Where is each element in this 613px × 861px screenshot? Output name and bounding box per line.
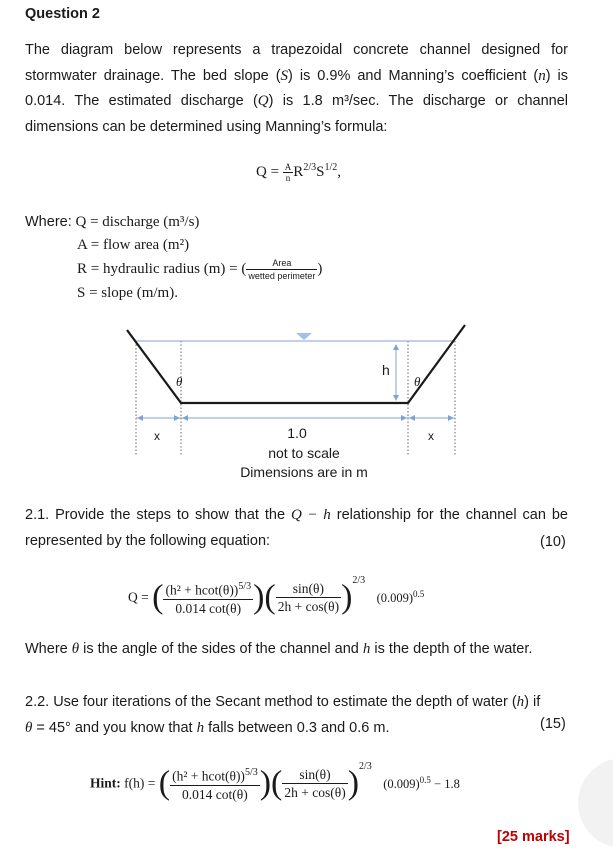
bed-width-label: 1.0 <box>287 425 307 441</box>
r-frac-den: wetted perimeter <box>248 271 316 281</box>
eq1-den1: 0.014 cot(θ) <box>175 600 242 616</box>
hint-num1 <box>170 764 260 786</box>
manning-frac-num: A <box>284 162 292 173</box>
manning-frac-den: n <box>285 173 291 184</box>
q-definition: Q = discharge (m³/s) <box>75 214 200 230</box>
eq1-tail-text: (0.009) <box>376 590 414 605</box>
arrow-left-icon <box>409 415 415 421</box>
s-definition: S = slope (m/m). <box>77 285 178 301</box>
q22-text-1: 2.2. Use four iterations of the Secant method to estimate the depth of water ( <box>25 694 517 710</box>
eq1-num1-text: (h² + hcot(θ)) <box>165 582 239 598</box>
eq1-fraction-2 <box>276 580 341 615</box>
discharge-symbol: Q <box>257 93 269 110</box>
hint-num1-exp: 5/3 <box>244 767 258 778</box>
hint-tail-exp: 0.5 <box>419 774 431 785</box>
manning-symbol: n <box>538 67 546 84</box>
intro-text-3: ) is 0.014. The estimated discharge ( <box>25 67 568 110</box>
arrow-right-icon <box>448 415 454 421</box>
arrow-right-icon <box>401 415 407 421</box>
r-close: ) <box>317 260 323 277</box>
eq1-num2: sin(θ) <box>276 580 341 598</box>
hint-open-paren: ( <box>158 764 171 802</box>
hint-open-paren-2: ( <box>271 764 283 802</box>
eq1-open-paren-2: ( <box>264 578 276 616</box>
hint-den2: 2h + cos(θ) <box>284 784 346 800</box>
eq1-num1 <box>163 578 253 600</box>
x-left-label: x <box>154 429 160 443</box>
eq1-outer-exp: 2/3 <box>352 574 366 586</box>
manning-lhs: Q = <box>256 164 280 180</box>
where2-text-3: is the depth of the water. <box>370 641 533 657</box>
where2-text-1: Where <box>25 641 72 657</box>
intro-text-4: ) is 1.8 m³/sec. The discharge or channel dimensions can be determined using Manning’s formula: <box>25 93 568 135</box>
where-theta-text <box>25 637 568 663</box>
manning-comma: , <box>337 164 341 180</box>
total-marks: [25 marks] <box>497 829 570 845</box>
arrow-left-icon <box>182 415 188 421</box>
x-right-label: x <box>428 429 434 443</box>
q22-text-2: ) if <box>524 694 541 710</box>
channel-profile <box>127 325 465 403</box>
hint-den1: 0.014 cot(θ) <box>182 786 248 802</box>
intro-text-2: ) is 0.9% and Manning’s coefficient ( <box>288 67 539 84</box>
q22-marks: (15) <box>540 716 566 732</box>
eq1-open-paren: ( <box>152 578 164 616</box>
water-level-marker-icon <box>296 333 312 340</box>
r-frac-num: Area <box>246 257 317 270</box>
hint-lhs: f(h) = <box>124 775 156 791</box>
q22-h1: h <box>516 694 525 710</box>
q22-theta: θ <box>25 719 33 736</box>
arrow-left-icon <box>137 415 143 421</box>
hint-num2: sin(θ) <box>282 766 347 784</box>
q22-text-4: falls between 0.3 and 0.6 m. <box>204 719 390 736</box>
manning-exp-r: 2/3 <box>303 162 317 173</box>
hint-tail <box>383 774 460 791</box>
theta-left-label: θ <box>176 374 183 389</box>
depth-arrow-down-icon <box>393 395 399 401</box>
hint-num1-text: (h² + hcot(θ)) <box>172 768 245 784</box>
hint-minus: − 1.8 <box>434 776 460 791</box>
theta-right-label: θ <box>414 374 421 389</box>
a-definition: A = flow area (m²) <box>77 237 190 253</box>
where2-h: h <box>362 641 371 657</box>
eq1-close-paren: ) <box>253 578 265 616</box>
slope-symbol: S <box>280 67 289 84</box>
depth-arrow-up-icon <box>393 344 399 350</box>
q21-qh: Q − h <box>291 507 331 523</box>
hint-fraction-1 <box>170 764 260 803</box>
hint-equation <box>90 760 460 803</box>
intro-text-1: The diagram below represents a trapezoidal concrete channel designed for stormwater drainage. The bed slope ( <box>25 42 568 84</box>
q21-text-1: 2.1. Provide the steps to show that the <box>25 507 291 523</box>
where-label: Where: <box>25 214 72 230</box>
hint-fraction-2 <box>282 766 347 801</box>
hint-label: Hint: <box>90 775 121 791</box>
q22-text-3: = 45° and you know that <box>32 719 197 736</box>
q21-marks: (10) <box>540 534 566 550</box>
manning-s: S <box>316 164 325 180</box>
q22-h2: h <box>196 719 205 736</box>
question-2-1 <box>25 503 568 554</box>
units-note: Dimensions are in m <box>240 464 368 480</box>
question-2-2 <box>25 690 568 741</box>
hint-close-paren: ) <box>259 764 272 802</box>
eq1-fraction-1 <box>163 578 253 617</box>
manning-r: R <box>293 164 304 180</box>
eq1-tail-exp: 0.5 <box>413 588 425 599</box>
where2-text-2: is the angle of the sides of the channel and <box>79 641 363 657</box>
eq1-close-paren-2: ) <box>341 578 353 616</box>
hint-outer-exp: 2/3 <box>359 760 372 772</box>
manning-exp-s: 1/2 <box>324 162 338 173</box>
hint-close-paren-2: ) <box>347 764 360 802</box>
where2-theta: θ <box>71 641 80 657</box>
eq1-den2: 2h + cos(θ) <box>277 598 340 614</box>
arrow-right-icon <box>174 415 180 421</box>
scale-note: not to scale <box>268 445 340 461</box>
q21-text-2: relationship for the channel can be represented by the following equation: <box>25 507 568 549</box>
q-h-equation <box>128 574 425 617</box>
depth-label: h <box>382 362 390 378</box>
hint-tail-text: (0.009) <box>383 776 420 791</box>
eq1-num1-exp: 5/3 <box>238 581 252 592</box>
eq1-tail <box>376 588 425 605</box>
question-heading: Question 2 <box>25 6 100 22</box>
r-definition: R = hydraulic radius (m) = ( <box>77 260 247 277</box>
eq1-lhs: Q = <box>128 589 149 605</box>
